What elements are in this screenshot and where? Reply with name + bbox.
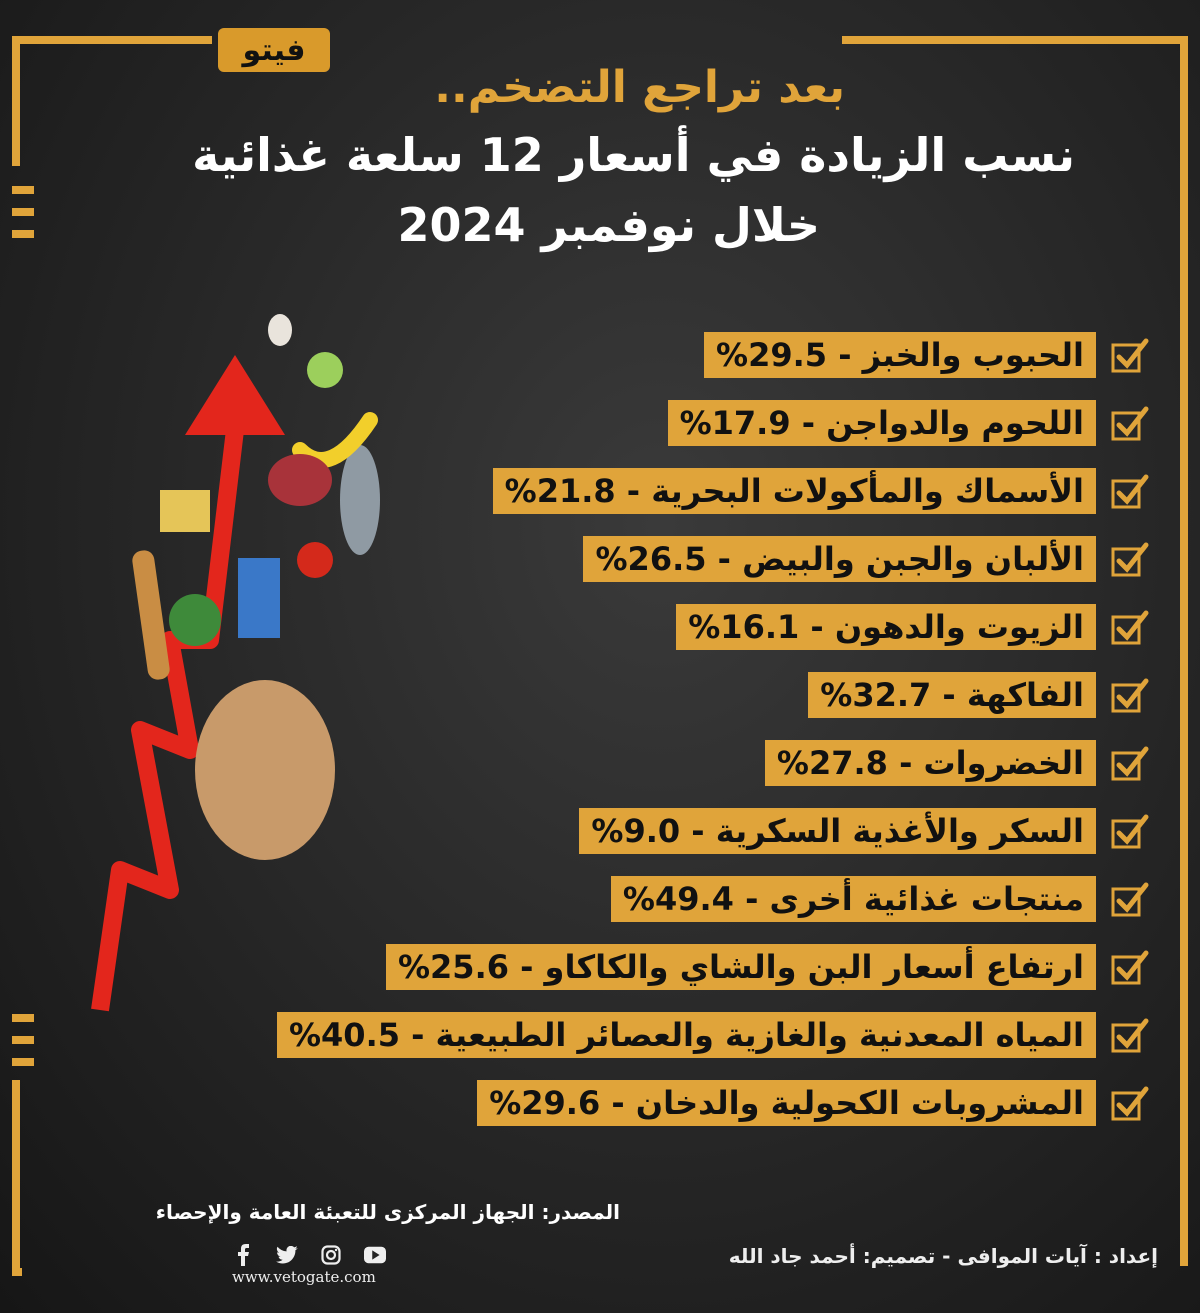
item-label: المشروبات الكحولية والدخان - 29.6% — [477, 1080, 1096, 1126]
frame-left-top — [12, 36, 20, 166]
check-icon — [1110, 539, 1150, 579]
item-label: الخضروات - 27.8% — [765, 740, 1096, 786]
frame-stripes-bottom — [12, 1014, 34, 1066]
sub-title: خلال نوفمبر 2024 — [397, 198, 820, 252]
grocery-illustration — [60, 310, 460, 1030]
check-icon — [1110, 607, 1150, 647]
list-item — [277, 1010, 1150, 1060]
arrow-head-icon — [185, 355, 285, 435]
source-text: المصدر: الجهاز المركزى للتعبئة العامة والإحصاء — [155, 1200, 620, 1224]
meat-icon — [268, 454, 332, 506]
list-item — [808, 670, 1150, 720]
brand-logo: فيتو — [218, 28, 330, 72]
instagram-icon[interactable] — [320, 1244, 342, 1266]
credits-text: إعداد : آيات الموافى - تصميم: أحمد جاد الله — [728, 1244, 1158, 1268]
item-label: الفاكهة - 32.7% — [808, 672, 1096, 718]
list-item — [676, 602, 1150, 652]
item-label: الحبوب والخبز - 29.5% — [704, 332, 1096, 378]
website-url[interactable]: www.vetogate.com — [232, 1268, 376, 1286]
list-item — [477, 1078, 1150, 1128]
frame-bottom — [12, 1268, 22, 1276]
frame-top-left — [12, 36, 212, 44]
list-item — [611, 874, 1150, 924]
item-label: الزيوت والدهون - 16.1% — [676, 604, 1096, 650]
check-icon — [1110, 1083, 1150, 1123]
cabbage-icon — [169, 594, 221, 646]
check-icon — [1110, 403, 1150, 443]
list-item — [668, 398, 1150, 448]
item-label: منتجات غذائية أخرى - 49.4% — [611, 876, 1096, 922]
check-icon — [1110, 471, 1150, 511]
twitter-icon[interactable] — [276, 1244, 298, 1266]
kicker-title: بعد تراجع التضخم.. — [434, 62, 845, 113]
list-item — [765, 738, 1150, 788]
item-label: الألبان والجبن والبيض - 26.5% — [583, 536, 1096, 582]
youtube-icon[interactable] — [364, 1244, 386, 1266]
check-icon — [1110, 335, 1150, 375]
item-label: السكر والأغذية السكرية - 9.0% — [579, 808, 1096, 854]
cheese-icon — [160, 490, 210, 532]
check-icon — [1110, 879, 1150, 919]
frame-left-bottom — [12, 1080, 20, 1276]
milk-carton-icon — [238, 558, 280, 638]
frame-top-right — [842, 36, 1188, 44]
grapes-icon — [307, 352, 343, 388]
frame-right — [1180, 36, 1188, 1266]
bread-icon — [131, 549, 171, 681]
list-item — [704, 330, 1150, 380]
list-item — [386, 942, 1150, 992]
tomato-icon — [297, 542, 333, 578]
item-label: ارتفاع أسعار البن والشاي والكاكاو - 25.6% — [386, 944, 1096, 990]
check-icon — [1110, 743, 1150, 783]
item-label: الأسماك والمأكولات البحرية - 21.8% — [493, 468, 1096, 514]
fish-icon — [340, 445, 380, 555]
check-icon — [1110, 947, 1150, 987]
check-icon — [1110, 811, 1150, 851]
item-label: المياه المعدنية والغازية والعصائر الطبيعية - 40.5% — [277, 1012, 1096, 1058]
paper-bag-icon — [195, 680, 335, 860]
facebook-icon[interactable] — [232, 1244, 254, 1266]
frame-stripes-top — [12, 186, 34, 238]
main-title: نسب الزيادة في أسعار 12 سلعة غذائية — [192, 128, 1075, 182]
social-links — [232, 1244, 386, 1266]
list-item — [579, 806, 1150, 856]
item-label: اللحوم والدواجن - 17.9% — [668, 400, 1096, 446]
egg-icon — [268, 314, 292, 346]
check-icon — [1110, 1015, 1150, 1055]
list-item — [583, 534, 1150, 584]
list-item — [493, 466, 1150, 516]
check-icon — [1110, 675, 1150, 715]
